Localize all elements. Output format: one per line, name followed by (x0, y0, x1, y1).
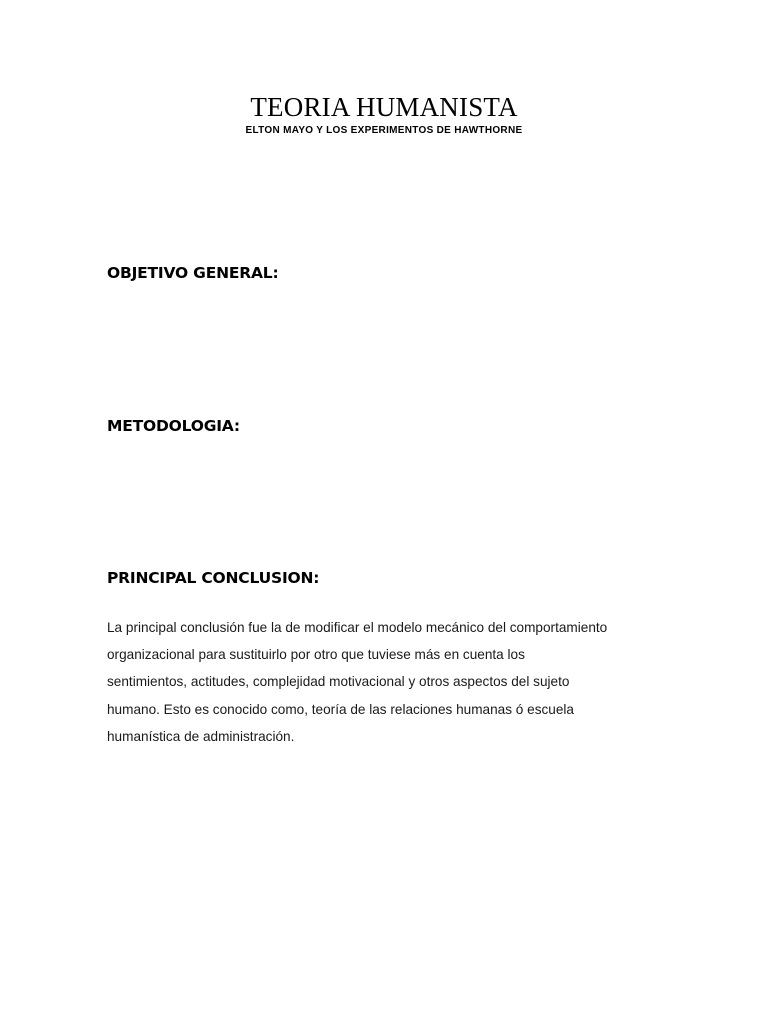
section-heading-metodologia: METODOLOGIA: (107, 417, 240, 435)
document-subtitle: ELTON MAYO Y LOS EXPERIMENTOS DE HAWTHORNE (245, 125, 523, 136)
paragraph-line: sentimientos, actitudes, complejidad motivacional y otros aspectos del sujeto (107, 674, 570, 690)
section-heading-objetivo-general: OBJETIVO GENERAL: (107, 264, 279, 282)
document-title: TEORIA HUMANISTA (250, 92, 518, 122)
paragraph-line: organizacional para sustituirlo por otro que tuviese más en cuenta los (107, 647, 525, 663)
paragraph-line: humano. Esto es conocido como, teoría de las relaciones humanas ó escuela (107, 701, 574, 717)
paragraph-line: humanística de administración. (107, 728, 295, 744)
section-heading-principal-conclusion: PRINCIPAL CONCLUSION: (107, 569, 320, 587)
conclusion-paragraph (107, 614, 677, 750)
paragraph-line: La principal conclusión fue la de modificar el modelo mecánico del comportamiento (107, 620, 608, 635)
